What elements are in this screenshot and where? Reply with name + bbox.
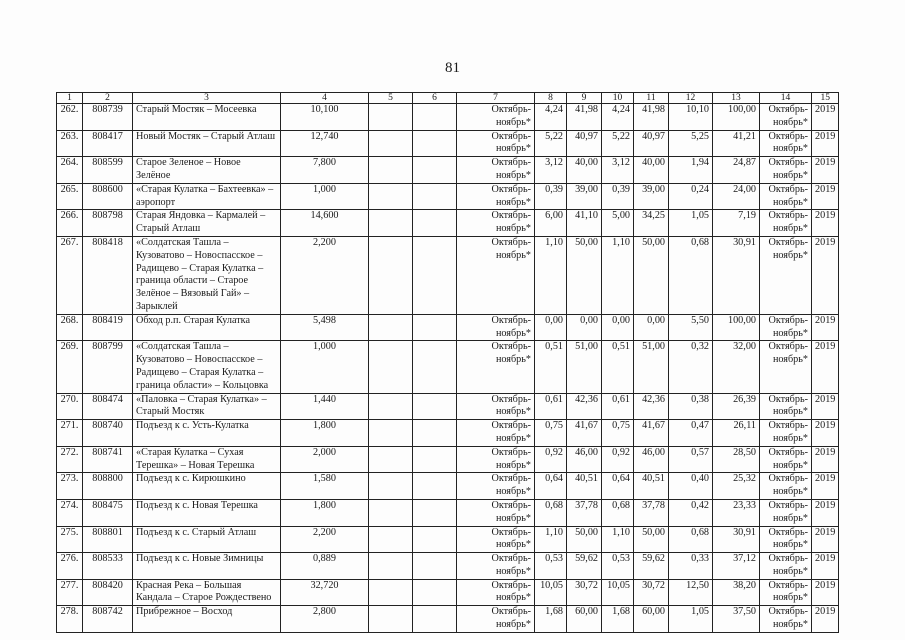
year-value: 2019	[812, 236, 839, 314]
value-col13: 25,32	[713, 473, 760, 500]
value-col8: 3,12	[535, 157, 567, 184]
road-length: 1,800	[281, 499, 369, 526]
value-col11: 37,78	[634, 499, 669, 526]
column-header: 12	[669, 93, 713, 104]
row-number: 274.	[57, 499, 83, 526]
value-col13: 30,91	[713, 236, 760, 314]
period-value: Октябрь-ноябрь*	[760, 210, 812, 237]
value-col13: 30,91	[713, 526, 760, 553]
table-body	[57, 104, 839, 633]
period-value: Октябрь-ноябрь*	[760, 236, 812, 314]
road-table	[56, 92, 839, 633]
period-value: Октябрь-ноябрь*	[457, 606, 535, 633]
road-code: 808799	[83, 341, 133, 393]
table-row	[57, 130, 839, 157]
value-col13: 41,21	[713, 130, 760, 157]
col6-value	[413, 130, 457, 157]
value-col13: 23,33	[713, 499, 760, 526]
road-code: 808742	[83, 606, 133, 633]
row-number: 265.	[57, 183, 83, 210]
value-col9: 51,00	[567, 341, 602, 393]
period-value: Октябрь-ноябрь*	[457, 130, 535, 157]
table-row	[57, 393, 839, 420]
value-col8: 1,10	[535, 526, 567, 553]
value-col9: 40,00	[567, 157, 602, 184]
col5-value	[369, 499, 413, 526]
row-number: 266.	[57, 210, 83, 237]
value-col12: 12,50	[669, 579, 713, 606]
col5-value	[369, 236, 413, 314]
value-col13: 32,00	[713, 341, 760, 393]
road-code: 808419	[83, 314, 133, 341]
period-value: Октябрь-ноябрь*	[457, 210, 535, 237]
road-code: 808798	[83, 210, 133, 237]
value-col9: 41,10	[567, 210, 602, 237]
road-code: 808599	[83, 157, 133, 184]
period-value: Октябрь-ноябрь*	[760, 606, 812, 633]
value-col8: 0,61	[535, 393, 567, 420]
col5-value	[369, 606, 413, 633]
table-row	[57, 210, 839, 237]
table-row	[57, 553, 839, 580]
row-number: 267.	[57, 236, 83, 314]
value-col10: 0,75	[602, 420, 634, 447]
table-row	[57, 420, 839, 447]
road-name: «Паловка – Старая Кулатка» – Старый Мостяк	[133, 393, 281, 420]
table-row	[57, 473, 839, 500]
value-col12: 0,68	[669, 526, 713, 553]
value-col12: 0,24	[669, 183, 713, 210]
value-col13: 100,00	[713, 104, 760, 131]
road-code: 808417	[83, 130, 133, 157]
col6-value	[413, 157, 457, 184]
column-header: 3	[133, 93, 281, 104]
col5-value	[369, 130, 413, 157]
road-length: 1,800	[281, 420, 369, 447]
col6-value	[413, 393, 457, 420]
value-col13: 26,11	[713, 420, 760, 447]
year-value: 2019	[812, 130, 839, 157]
period-value: Октябрь-ноябрь*	[457, 526, 535, 553]
road-length: 2,200	[281, 526, 369, 553]
period-value: Октябрь-ноябрь*	[760, 553, 812, 580]
value-col9: 30,72	[567, 579, 602, 606]
road-length: 2,000	[281, 446, 369, 473]
value-col11: 0,00	[634, 314, 669, 341]
period-value: Октябрь-ноябрь*	[457, 446, 535, 473]
road-table-container	[56, 92, 839, 633]
value-col8: 0,68	[535, 499, 567, 526]
table-row	[57, 526, 839, 553]
year-value: 2019	[812, 420, 839, 447]
value-col11: 46,00	[634, 446, 669, 473]
value-col10: 0,92	[602, 446, 634, 473]
value-col11: 39,00	[634, 183, 669, 210]
page-number: 81	[445, 60, 460, 76]
row-number: 263.	[57, 130, 83, 157]
value-col11: 40,00	[634, 157, 669, 184]
col5-value	[369, 157, 413, 184]
table-row	[57, 446, 839, 473]
value-col9: 41,98	[567, 104, 602, 131]
value-col10: 1,10	[602, 526, 634, 553]
col6-value	[413, 104, 457, 131]
value-col11: 34,25	[634, 210, 669, 237]
column-header: 8	[535, 93, 567, 104]
row-number: 268.	[57, 314, 83, 341]
value-col10: 3,12	[602, 157, 634, 184]
value-col13: 38,20	[713, 579, 760, 606]
value-col10: 10,05	[602, 579, 634, 606]
period-value: Октябрь-ноябрь*	[760, 341, 812, 393]
col6-value	[413, 236, 457, 314]
table-row	[57, 499, 839, 526]
value-col9: 40,97	[567, 130, 602, 157]
period-value: Октябрь-ноябрь*	[457, 183, 535, 210]
value-col12: 0,40	[669, 473, 713, 500]
value-col8: 6,00	[535, 210, 567, 237]
period-value: Октябрь-ноябрь*	[760, 157, 812, 184]
column-header: 1	[57, 93, 83, 104]
value-col12: 0,47	[669, 420, 713, 447]
year-value: 2019	[812, 473, 839, 500]
road-length: 32,720	[281, 579, 369, 606]
table-header-row	[57, 93, 839, 104]
year-value: 2019	[812, 393, 839, 420]
road-name: Подъезд к с. Усть-Кулатка	[133, 420, 281, 447]
period-value: Октябрь-ноябрь*	[760, 499, 812, 526]
column-header: 11	[634, 93, 669, 104]
value-col9: 37,78	[567, 499, 602, 526]
road-length: 14,600	[281, 210, 369, 237]
table-row	[57, 606, 839, 633]
value-col12: 1,94	[669, 157, 713, 184]
year-value: 2019	[812, 526, 839, 553]
table-row	[57, 579, 839, 606]
value-col8: 1,68	[535, 606, 567, 633]
column-header: 2	[83, 93, 133, 104]
column-header: 9	[567, 93, 602, 104]
col6-value	[413, 314, 457, 341]
road-length: 10,100	[281, 104, 369, 131]
table-row	[57, 104, 839, 131]
row-number: 264.	[57, 157, 83, 184]
value-col8: 0,92	[535, 446, 567, 473]
period-value: Октябрь-ноябрь*	[457, 236, 535, 314]
value-col9: 50,00	[567, 526, 602, 553]
value-col8: 4,24	[535, 104, 567, 131]
period-value: Октябрь-ноябрь*	[457, 314, 535, 341]
road-length: 5,498	[281, 314, 369, 341]
value-col10: 1,68	[602, 606, 634, 633]
period-value: Октябрь-ноябрь*	[457, 157, 535, 184]
value-col10: 0,68	[602, 499, 634, 526]
column-header: 14	[760, 93, 812, 104]
row-number: 271.	[57, 420, 83, 447]
value-col9: 60,00	[567, 606, 602, 633]
road-length: 12,740	[281, 130, 369, 157]
road-name: Обход р.п. Старая Кулатка	[133, 314, 281, 341]
road-name: Старый Мостяк – Мосеевка	[133, 104, 281, 131]
value-col12: 0,57	[669, 446, 713, 473]
value-col11: 41,98	[634, 104, 669, 131]
value-col12: 0,32	[669, 341, 713, 393]
value-col11: 42,36	[634, 393, 669, 420]
road-name: «Старая Кулатка – Бахтеевка» – аэропорт	[133, 183, 281, 210]
row-number: 262.	[57, 104, 83, 131]
road-name: Красная Река – Большая Кандала – Старое Рождествено	[133, 579, 281, 606]
period-value: Октябрь-ноябрь*	[760, 183, 812, 210]
value-col10: 0,53	[602, 553, 634, 580]
value-col8: 0,00	[535, 314, 567, 341]
road-code: 808801	[83, 526, 133, 553]
value-col11: 40,51	[634, 473, 669, 500]
value-col8: 0,53	[535, 553, 567, 580]
col5-value	[369, 473, 413, 500]
year-value: 2019	[812, 606, 839, 633]
value-col10: 4,24	[602, 104, 634, 131]
value-col8: 0,39	[535, 183, 567, 210]
road-code: 808533	[83, 553, 133, 580]
row-number: 278.	[57, 606, 83, 633]
period-value: Октябрь-ноябрь*	[457, 104, 535, 131]
value-col13: 37,50	[713, 606, 760, 633]
col5-value	[369, 446, 413, 473]
year-value: 2019	[812, 104, 839, 131]
period-value: Октябрь-ноябрь*	[760, 579, 812, 606]
value-col13: 7,19	[713, 210, 760, 237]
road-name: «Солдатская Ташла – Кузоватово – Новоспасское – Радищево – Старая Кулатка – граница области – Старое Зелёное – Вязовый Гай» – Зарыклей	[133, 236, 281, 314]
period-value: Октябрь-ноябрь*	[457, 341, 535, 393]
col6-value	[413, 579, 457, 606]
period-value: Октябрь-ноябрь*	[457, 579, 535, 606]
value-col9: 40,51	[567, 473, 602, 500]
period-value: Октябрь-ноябрь*	[760, 446, 812, 473]
col5-value	[369, 553, 413, 580]
road-code: 808475	[83, 499, 133, 526]
road-name: Старое Зеленое – Новое Зелёное	[133, 157, 281, 184]
row-number: 276.	[57, 553, 83, 580]
column-header: 15	[812, 93, 839, 104]
table-row	[57, 183, 839, 210]
col6-value	[413, 420, 457, 447]
year-value: 2019	[812, 157, 839, 184]
period-value: Октябрь-ноябрь*	[760, 314, 812, 341]
value-col12: 1,05	[669, 606, 713, 633]
road-length: 2,800	[281, 606, 369, 633]
value-col9: 46,00	[567, 446, 602, 473]
col5-value	[369, 183, 413, 210]
value-col13: 37,12	[713, 553, 760, 580]
value-col13: 26,39	[713, 393, 760, 420]
col6-value	[413, 341, 457, 393]
year-value: 2019	[812, 183, 839, 210]
value-col9: 59,62	[567, 553, 602, 580]
road-name: Подъезд к с. Новая Терешка	[133, 499, 281, 526]
road-length: 1,440	[281, 393, 369, 420]
col5-value	[369, 526, 413, 553]
period-value: Октябрь-ноябрь*	[760, 393, 812, 420]
road-code: 808418	[83, 236, 133, 314]
road-code: 808420	[83, 579, 133, 606]
col6-value	[413, 446, 457, 473]
road-length: 0,889	[281, 553, 369, 580]
row-number: 275.	[57, 526, 83, 553]
road-code: 808800	[83, 473, 133, 500]
value-col12: 0,33	[669, 553, 713, 580]
column-header: 6	[413, 93, 457, 104]
year-value: 2019	[812, 499, 839, 526]
col6-value	[413, 210, 457, 237]
road-name: Старая Яндовка – Кармалей – Старый Атлаш	[133, 210, 281, 237]
year-value: 2019	[812, 210, 839, 237]
year-value: 2019	[812, 553, 839, 580]
col5-value	[369, 104, 413, 131]
year-value: 2019	[812, 446, 839, 473]
value-col12: 5,50	[669, 314, 713, 341]
value-col10: 1,10	[602, 236, 634, 314]
period-value: Октябрь-ноябрь*	[760, 526, 812, 553]
value-col11: 60,00	[634, 606, 669, 633]
road-length: 1,000	[281, 183, 369, 210]
col6-value	[413, 473, 457, 500]
period-value: Октябрь-ноябрь*	[457, 553, 535, 580]
road-length: 2,200	[281, 236, 369, 314]
value-col12: 0,42	[669, 499, 713, 526]
period-value: Октябрь-ноябрь*	[760, 473, 812, 500]
value-col10: 0,64	[602, 473, 634, 500]
col6-value	[413, 553, 457, 580]
col5-value	[369, 314, 413, 341]
road-name: Подъезд к с. Старый Атлаш	[133, 526, 281, 553]
year-value: 2019	[812, 314, 839, 341]
column-header: 4	[281, 93, 369, 104]
road-name: Подъезд к с. Кирюшкино	[133, 473, 281, 500]
value-col9: 42,36	[567, 393, 602, 420]
road-code: 808474	[83, 393, 133, 420]
row-number: 269.	[57, 341, 83, 393]
value-col12: 0,38	[669, 393, 713, 420]
value-col11: 51,00	[634, 341, 669, 393]
value-col13: 100,00	[713, 314, 760, 341]
col5-value	[369, 210, 413, 237]
period-value: Октябрь-ноябрь*	[457, 420, 535, 447]
road-code: 808600	[83, 183, 133, 210]
value-col8: 0,51	[535, 341, 567, 393]
value-col12: 5,25	[669, 130, 713, 157]
value-col8: 0,64	[535, 473, 567, 500]
value-col13: 24,00	[713, 183, 760, 210]
value-col9: 50,00	[567, 236, 602, 314]
value-col8: 10,05	[535, 579, 567, 606]
value-col11: 59,62	[634, 553, 669, 580]
value-col10: 0,39	[602, 183, 634, 210]
road-name: Подъезд к с. Новые Зимницы	[133, 553, 281, 580]
value-col8: 0,75	[535, 420, 567, 447]
value-col11: 41,67	[634, 420, 669, 447]
road-name: «Солдатская Ташла – Кузоватово – Новоспасское – Радищево – Старая Кулатка – граница области» – Кольцовка	[133, 341, 281, 393]
period-value: Октябрь-ноябрь*	[760, 130, 812, 157]
column-header: 5	[369, 93, 413, 104]
col5-value	[369, 341, 413, 393]
col6-value	[413, 526, 457, 553]
value-col11: 50,00	[634, 236, 669, 314]
row-number: 270.	[57, 393, 83, 420]
value-col9: 0,00	[567, 314, 602, 341]
column-header: 7	[457, 93, 535, 104]
road-name: Новый Мостяк – Старый Атлаш	[133, 130, 281, 157]
row-number: 277.	[57, 579, 83, 606]
road-length: 1,000	[281, 341, 369, 393]
road-code: 808739	[83, 104, 133, 131]
value-col9: 41,67	[567, 420, 602, 447]
value-col12: 10,10	[669, 104, 713, 131]
value-col11: 40,97	[634, 130, 669, 157]
row-number: 272.	[57, 446, 83, 473]
period-value: Октябрь-ноябрь*	[760, 420, 812, 447]
value-col13: 28,50	[713, 446, 760, 473]
table-row	[57, 157, 839, 184]
column-header: 13	[713, 93, 760, 104]
road-length: 1,580	[281, 473, 369, 500]
period-value: Октябрь-ноябрь*	[457, 499, 535, 526]
col5-value	[369, 420, 413, 447]
col6-value	[413, 499, 457, 526]
road-name: Прибрежное – Восход	[133, 606, 281, 633]
value-col13: 24,87	[713, 157, 760, 184]
period-value: Октябрь-ноябрь*	[760, 104, 812, 131]
value-col10: 0,00	[602, 314, 634, 341]
period-value: Октябрь-ноябрь*	[457, 393, 535, 420]
col6-value	[413, 183, 457, 210]
year-value: 2019	[812, 579, 839, 606]
value-col12: 1,05	[669, 210, 713, 237]
value-col10: 0,51	[602, 341, 634, 393]
table-row	[57, 314, 839, 341]
value-col8: 1,10	[535, 236, 567, 314]
road-length: 7,800	[281, 157, 369, 184]
col5-value	[369, 579, 413, 606]
table-row	[57, 236, 839, 314]
value-col10: 5,22	[602, 130, 634, 157]
value-col10: 0,61	[602, 393, 634, 420]
value-col11: 50,00	[634, 526, 669, 553]
column-header: 10	[602, 93, 634, 104]
value-col8: 5,22	[535, 130, 567, 157]
col6-value	[413, 606, 457, 633]
value-col12: 0,68	[669, 236, 713, 314]
row-number: 273.	[57, 473, 83, 500]
value-col9: 39,00	[567, 183, 602, 210]
period-value: Октябрь-ноябрь*	[457, 473, 535, 500]
value-col11: 30,72	[634, 579, 669, 606]
road-code: 808741	[83, 446, 133, 473]
road-name: «Старая Кулатка – Сухая Терешка» – Новая Терешка	[133, 446, 281, 473]
col5-value	[369, 393, 413, 420]
road-code: 808740	[83, 420, 133, 447]
year-value: 2019	[812, 341, 839, 393]
table-row	[57, 341, 839, 393]
value-col10: 5,00	[602, 210, 634, 237]
